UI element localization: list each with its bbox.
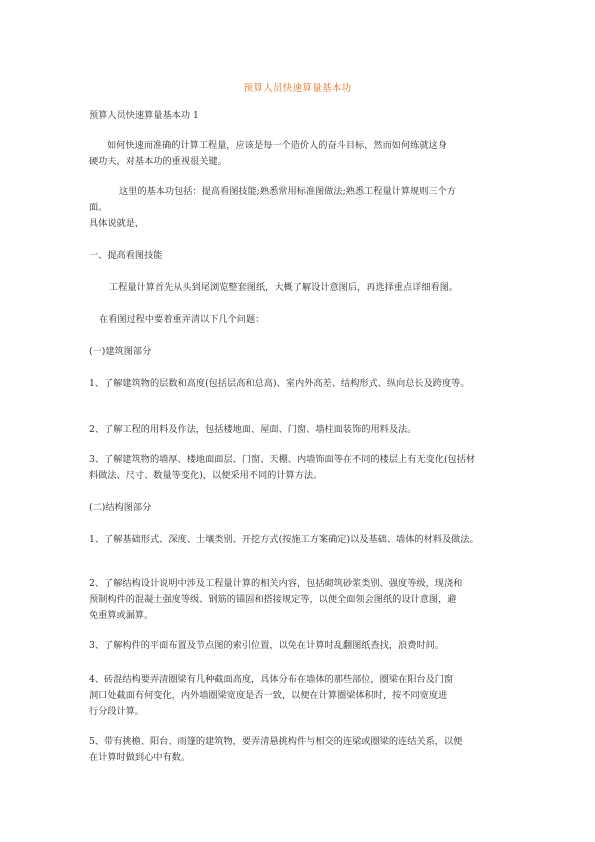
paragraph-basics	[89, 184, 509, 216]
text-line: 5、带有挑檐、阳台、雨篷的建筑物，要弄清悬挑构件与相交的连梁或圈梁的连结关系，以便	[89, 736, 463, 747]
text-line: 如何快速而准确的计算工程量，应该是每一个造价人的奋斗目标，然而如何练就这身	[107, 140, 447, 151]
text-line: 4、砖混结构要弄清圈梁有几种截面高度，具体分布在墙体的那些部位，圈梁在阳台及门窗	[89, 674, 454, 685]
list-item	[89, 452, 509, 484]
text-line: 料做法、尺寸、数量等变化)，以便采用不同的计算方法。	[89, 470, 323, 481]
list-item	[89, 672, 509, 720]
paragraph: 工程量计算首先从头到尾浏览整套图纸，大概了解设计意图后，再选择重点详细看图。	[109, 282, 459, 293]
section-heading: 一、提高看图技能	[89, 250, 163, 261]
text-line: 在计算时做到心中有数。	[89, 752, 191, 763]
list-item	[89, 576, 509, 624]
list-item: 1、了解基础形式、深度、土壤类别、开挖方式(按施工方案确定)以及基础、墙体的材料及做法。	[89, 534, 479, 545]
section-heading: (二)结构图部分	[89, 502, 152, 513]
section-heading: (一)建筑图部分	[89, 346, 152, 357]
text-line: 免重算或漏算。	[89, 610, 154, 621]
list-item: 3、了解构件的平面布置及节点图的索引位置，以免在计算时乱翻图纸查找，浪费时间。	[89, 640, 444, 651]
text-line: 洞口处截面有何变化，内外墙圈梁宽度是否一致，以便在计算圈梁体积时，按不同宽度进	[89, 690, 448, 701]
list-item: 1、了解建筑物的层数和高度(包括层高和总高)、室内外高差、结构形式、纵向总长及跨度等。	[89, 378, 470, 389]
text-line: 3、了解建筑物的墙厚、楼地面面层、门窗、天棚、内墙饰面等在不同的楼层上有无变化(包括材	[89, 454, 476, 465]
paragraph-intro	[89, 138, 509, 170]
text-line: 2、了解结构设计说明中涉及工程量计算的相关内容，包括砌筑砂浆类别、强度等级，现浇和	[89, 578, 463, 589]
text-line: 这里的基本功包括：提高看图技能;熟悉常用标准图做法;熟悉工程量计算规则三个方	[119, 186, 456, 197]
subtitle: 预算人员快速算量基本功 1	[89, 110, 199, 121]
text-line: 预制构件的混凝土强度等级、钢筋的锚固和搭接规定等，以便全面领会图纸的设计意图，避	[89, 594, 457, 605]
list-item: 2、了解工程的用料及作法，包括楼地面、屋面、门窗、墙柱面装饰的用料及法。	[89, 424, 417, 435]
paragraph: 在看图过程中要着重弄清以下几个问题：	[99, 314, 265, 325]
text-line: 行分段计算。	[89, 706, 145, 717]
text-line: 面。	[89, 202, 108, 213]
text-line: 硬功夫，对基本功的重视很关键。	[89, 156, 227, 167]
document-title: 预算人员快速算量基本功	[243, 83, 352, 94]
list-item	[89, 734, 509, 766]
paragraph-specifically: 具体说就是，	[89, 218, 145, 229]
